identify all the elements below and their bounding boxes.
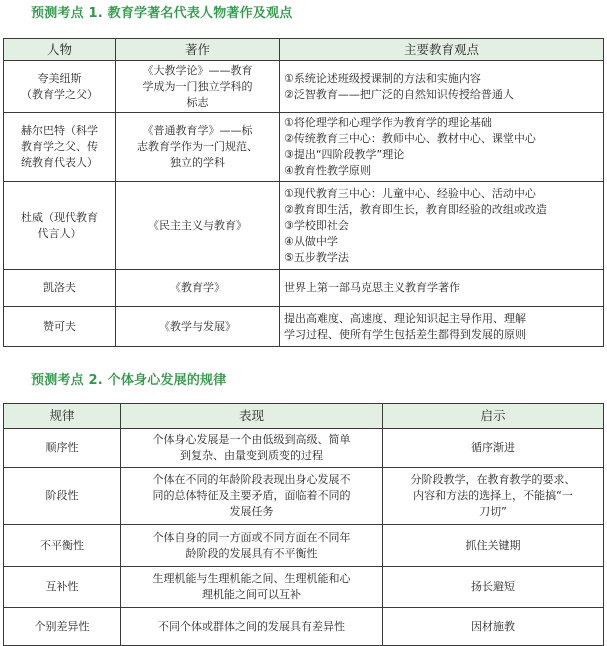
views-cell: ①系统论述班级授课制的方法和实施内容 ②泛智教育——把广泛的自然知识传授给普通人 — [280, 61, 604, 113]
column-header-views: 主要教育观点 — [280, 39, 604, 61]
insight-cell: 循序渐进 — [383, 429, 604, 468]
views-cell: 提出高难度、高速度、理论知识起主导作用、理解 学习过程、使所有学生包括差生都得到发展的原则 — [280, 307, 604, 347]
table-row — [4, 429, 604, 468]
section1-title: 预测考点 1. 教育学著名代表人物著作及观点 — [31, 6, 293, 21]
table-header-row — [4, 39, 604, 61]
column-header-person: 人物 — [4, 39, 116, 61]
manifestation-cell: 生理机能与生理机能之间、生理机能和心 理机能之间可以互补 — [121, 567, 383, 608]
views-cell: 世界上第一部马克思主义教育学著作 — [280, 270, 604, 307]
work-cell: 《教学与发展》 — [116, 307, 280, 347]
table-row — [4, 113, 604, 182]
views-cell: ①现代教育三中心：儿童中心、经验中心、活动中心 ②教育即生活，教育即生长，教育即经验的改组或改造 ③学校即社会 ④从做中学 ⑤五步教学法 — [280, 182, 604, 270]
section2-title: 预测考点 2. 个体身心发展的规律 — [31, 373, 227, 388]
column-header-insight: 启示 — [383, 404, 604, 429]
table-row — [4, 608, 604, 646]
column-header-work: 著作 — [116, 39, 280, 61]
law-cell: 互补性 — [4, 567, 121, 608]
person-cell: 赫尔巴特（科学 教育学之父、传 统教育代表人） — [4, 113, 116, 182]
table-row — [4, 182, 604, 270]
person-cell: 夸美纽斯 （教育学之父） — [4, 61, 116, 113]
insight-cell: 分阶段教学，在教育教学的要求、 内容和方法的选择上，不能搞“一 刀切” — [383, 468, 604, 525]
work-cell: 《普通教育学》——标 志教育学作为一门规范、 独立的学科 — [116, 113, 280, 182]
development-laws-table — [3, 403, 604, 646]
insight-cell: 因材施教 — [383, 608, 604, 646]
representatives-table — [3, 38, 604, 347]
person-cell: 赞可夫 — [4, 307, 116, 347]
work-cell: 《教育学》 — [116, 270, 280, 307]
person-cell: 凯洛夫 — [4, 270, 116, 307]
manifestation-cell: 不同个体或群体之间的发展具有差异性 — [121, 608, 383, 646]
table-row — [4, 307, 604, 347]
insight-cell: 扬长避短 — [383, 567, 604, 608]
work-cell: 《民主主义与教育》 — [116, 182, 280, 270]
column-header-manifestation: 表现 — [121, 404, 383, 429]
table-row — [4, 525, 604, 567]
manifestation-cell: 个体在不同的年龄阶段表现出身心发展不 同的总体特征及主要矛盾，面临着不同的 发展任务 — [121, 468, 383, 525]
insight-cell: 抓住关键期 — [383, 525, 604, 567]
table-row — [4, 468, 604, 525]
views-cell: ①将伦理学和心理学作为教育学的理论基础 ②传统教育三中心：教师中心、教材中心、课堂中心 ③提出“四阶段教学”理论 ④教育性教学原则 — [280, 113, 604, 182]
manifestation-cell: 个体身心发展是一个由低级到高级、简单 到复杂、由量变到质变的过程 — [121, 429, 383, 468]
table-row — [4, 61, 604, 113]
column-header-law: 规律 — [4, 404, 121, 429]
law-cell: 阶段性 — [4, 468, 121, 525]
manifestation-cell: 个体自身的同一方面或不同方面在不同年 龄阶段的发展具有不平衡性 — [121, 525, 383, 567]
law-cell: 个别差异性 — [4, 608, 121, 646]
table-row — [4, 270, 604, 307]
law-cell: 不平衡性 — [4, 525, 121, 567]
work-cell: 《大教学论》——教育 学成为一门独立学科的 标志 — [116, 61, 280, 113]
table-row — [4, 567, 604, 608]
table-header-row — [4, 404, 604, 429]
person-cell: 杜威（现代教育 代言人） — [4, 182, 116, 270]
law-cell: 顺序性 — [4, 429, 121, 468]
